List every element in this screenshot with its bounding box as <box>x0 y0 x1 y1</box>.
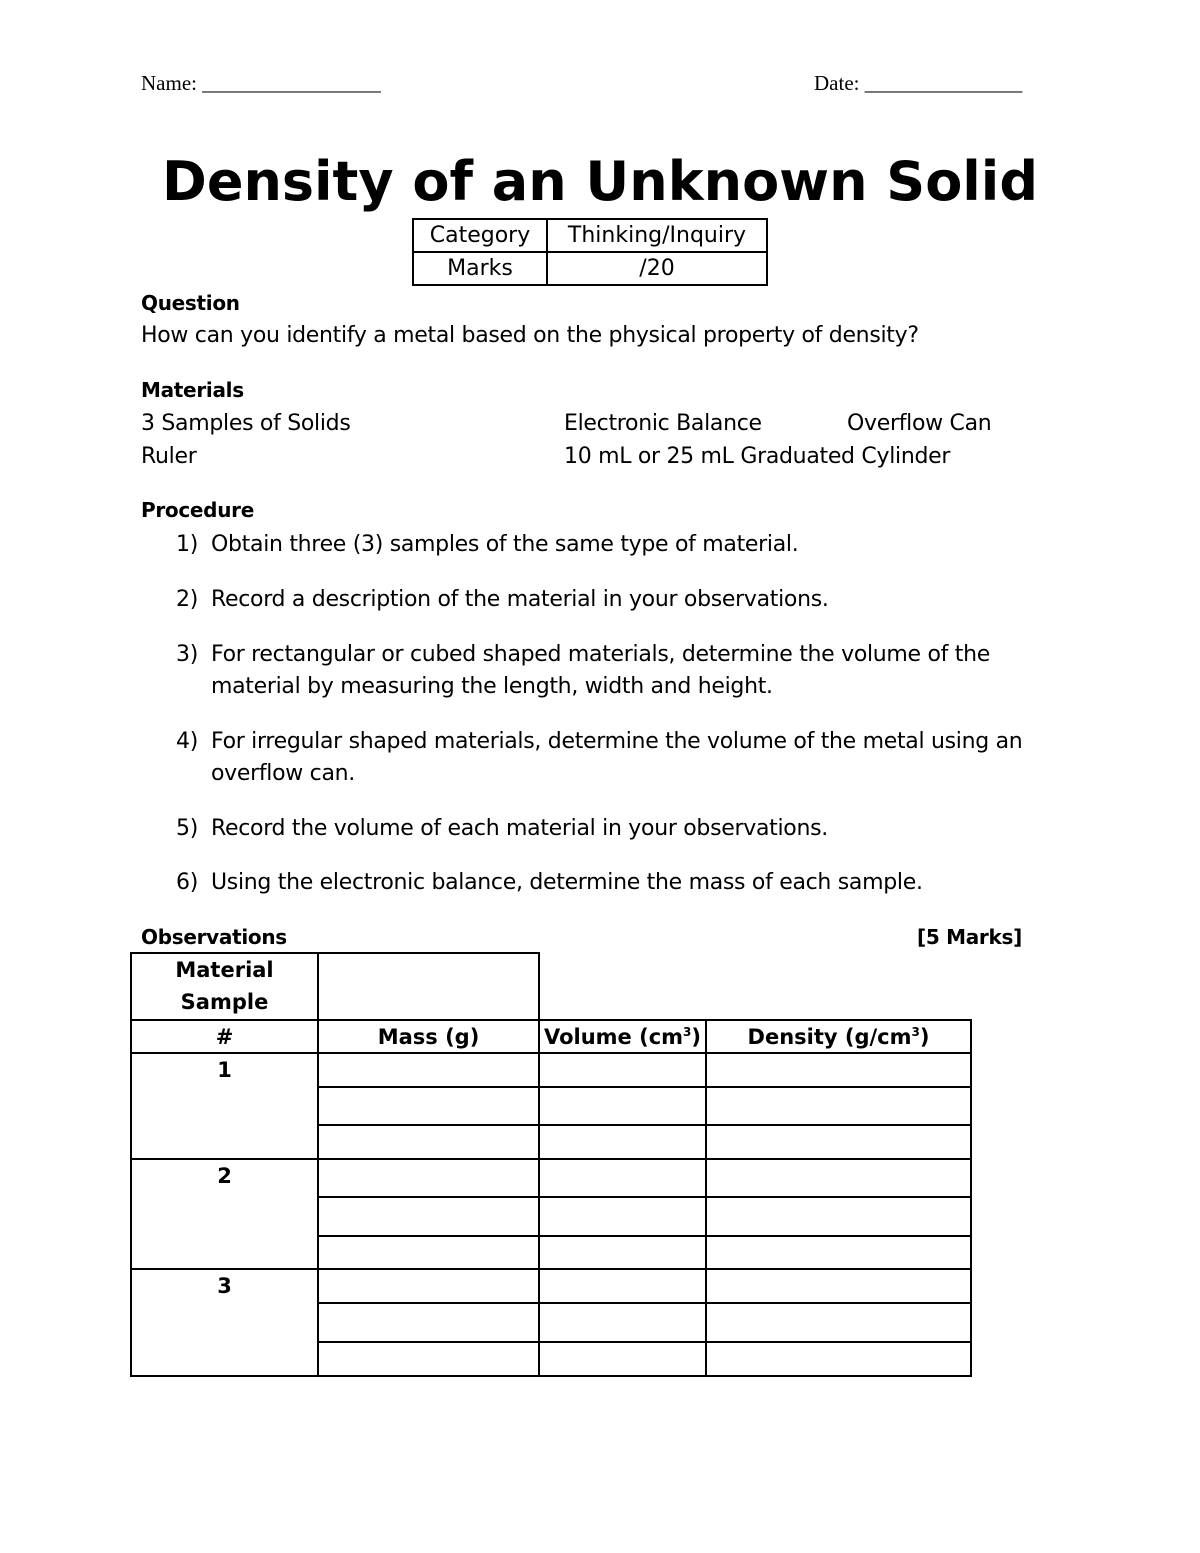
table-line <box>317 1124 972 1126</box>
table-line <box>130 1019 972 1021</box>
marks-value: /20 <box>547 252 767 285</box>
marks-label: Marks <box>413 252 547 285</box>
step-number: 1) <box>176 532 198 557</box>
materials-heading: Materials <box>141 378 244 402</box>
step-number: 5) <box>176 816 198 841</box>
sample-number: 1 <box>217 1058 232 1082</box>
step-text: Record a description of the material in your observations. <box>211 587 829 612</box>
header-volume: Volume $(cm^3)$ <box>543 1025 701 1049</box>
step-text: Record the volume of each material in your observations. <box>211 816 828 841</box>
header-material: Material <box>175 958 274 982</box>
page-title: Density of an Unknown Solid <box>162 150 1038 213</box>
observations-marks: [5 Marks] <box>917 925 1022 949</box>
step-number: 6) <box>176 870 198 895</box>
table-line <box>130 1375 972 1377</box>
table-line <box>705 1019 707 1377</box>
step-text: Obtain three (3) samples of the same type of material. <box>211 532 799 557</box>
table-line <box>130 1052 972 1054</box>
step-text: For irregular shaped materials, determine the volume of the metal using an <box>211 729 1023 754</box>
header-density: Density $(g/cm^3)$ <box>747 1025 930 1049</box>
table-line <box>317 1341 972 1343</box>
table-line <box>317 1302 972 1304</box>
table-line <box>130 952 540 954</box>
step-text: For rectangular or cubed shaped materials, determine the volume of the <box>211 642 990 667</box>
sample-number: 3 <box>217 1274 232 1298</box>
step-text: overflow can. <box>211 761 355 786</box>
table-line <box>130 1268 972 1270</box>
table-line <box>130 1158 972 1160</box>
material-item: Overflow Can <box>847 411 992 436</box>
step-number: 4) <box>176 729 198 754</box>
table-line <box>970 1019 972 1377</box>
category-value: Thinking/Inquiry <box>547 219 767 252</box>
step-text: material by measuring the length, width and height. <box>211 674 773 699</box>
category-table <box>412 218 768 286</box>
table-line <box>538 952 540 1377</box>
observations-heading: Observations <box>141 925 287 949</box>
procedure-heading: Procedure <box>141 498 254 522</box>
material-item: Ruler <box>141 444 197 469</box>
name-field[interactable]: Name: _________________ <box>141 71 381 95</box>
table-line <box>317 952 319 1377</box>
question-heading: Question <box>141 291 240 315</box>
table-line <box>317 1086 972 1088</box>
header-sample: Sample <box>180 990 269 1014</box>
material-item: Electronic Balance <box>564 411 762 436</box>
question-text: How can you identify a metal based on the physical property of density? <box>141 323 919 348</box>
sample-number: 2 <box>217 1164 232 1188</box>
material-item: 10 mL or 25 mL Graduated Cylinder <box>564 444 951 469</box>
step-number: 2) <box>176 587 198 612</box>
category-label: Category <box>413 219 547 252</box>
material-item: 3 Samples of Solids <box>141 411 351 436</box>
table-line <box>317 1235 972 1237</box>
header-mass: Mass (g) <box>377 1025 480 1049</box>
date-field[interactable]: Date: _______________ <box>814 71 1023 95</box>
table-line <box>317 1196 972 1198</box>
header-hash: # <box>215 1025 234 1049</box>
step-text: Using the electronic balance, determine the mass of each sample. <box>211 870 923 895</box>
step-number: 3) <box>176 642 198 667</box>
